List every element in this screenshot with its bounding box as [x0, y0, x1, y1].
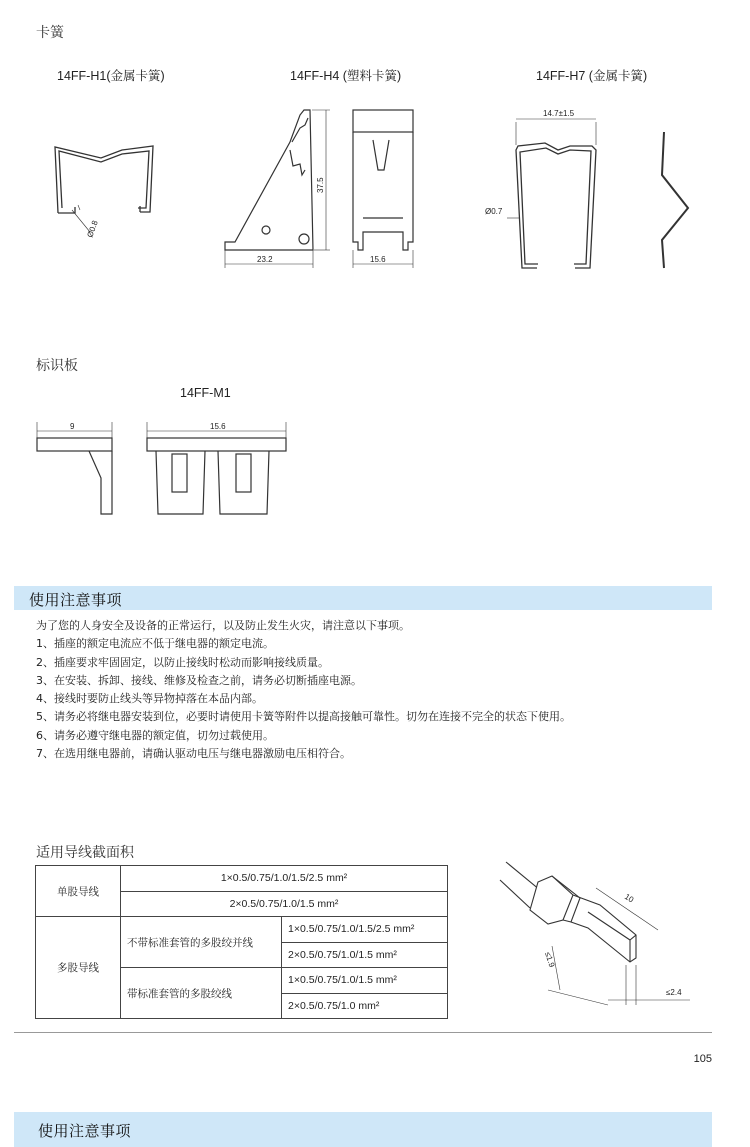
h4-height-dim: 37.5 [316, 177, 325, 193]
h7-label: 14FF-H7 (金属卡簧) [536, 69, 648, 83]
no-sleeve-value: 1×0.5/0.75/1.0/1.5/2.5 mm² [282, 917, 448, 943]
notice-line: 4、接线时要防止线头等异物掉落在本品内部。 [36, 692, 263, 706]
no-sleeve-value: 2×0.5/0.75/1.0/1.5 mm² [282, 942, 448, 968]
notice-line: 3、在安装、拆卸、接线、维修及检查之前，请务必切断插座电源。 [36, 673, 362, 687]
h4-width-dim: 23.2 [257, 255, 273, 264]
sleeve-value: 1×0.5/0.75/1.0/1.5 mm² [282, 968, 448, 994]
sleeve-label: 带标准套管的多股绞线 [121, 968, 282, 1019]
h4-label: 14FF-H4 (塑料卡簧) [290, 69, 402, 83]
page-number: 105 [693, 1053, 712, 1065]
h1-label: 14FF-H1(金属卡簧) [57, 69, 165, 83]
m1-width-small-dim: 9 [70, 422, 75, 431]
notice-line: 7、在选用继电器前，请确认驱动电压与继电器激励电压相符合。 [36, 747, 351, 761]
notice-line: 为了您的人身安全及设备的正常运行，以及防止发生火灾，请注意以下事项。 [36, 619, 410, 632]
single-wire-value: 1×0.5/0.75/1.0/1.5/2.5 mm² [121, 866, 448, 892]
ferrule-dia-dim: ≤1.9 [543, 950, 557, 969]
h7-dia-dim: Ø0.7 [485, 207, 503, 216]
markers-section-title: 标识板 [36, 358, 78, 374]
m1-width-large-dim: 15.6 [210, 422, 226, 431]
ferrule-length-dim: 10 [622, 892, 636, 905]
notice-line: 6、请务必遵守继电器的额定值，切勿过载使用。 [36, 728, 274, 742]
h1-dia-dim: Ø0.8 [85, 219, 100, 239]
notice-line: 5、请务必将继电器安装到位，必要时请使用卡簧等附件以提高接触可靠性。切勿在连接不完全的状态下使用。 [36, 710, 571, 724]
clips-section-title: 卡簧 [36, 25, 64, 41]
h4-width2-dim: 15.6 [370, 255, 386, 264]
page-divider [14, 1032, 712, 1033]
footer-header-bar [14, 1112, 712, 1147]
h7-width-dim: 14.7±1.5 [543, 109, 575, 118]
single-wire-value: 2×0.5/0.75/1.0/1.5 mm² [121, 891, 448, 917]
sleeve-value: 2×0.5/0.75/1.0 mm² [282, 993, 448, 1019]
footer-title: 使用注意事项 [38, 1122, 132, 1140]
single-wire-label: 单股导线 [36, 866, 121, 917]
m1-label: 14FF-M1 [180, 386, 231, 400]
multi-wire-label: 多股导线 [36, 917, 121, 1019]
notice-title: 使用注意事项 [29, 591, 123, 609]
notice-line: 2、插座要求牢固固定，以防止接线时松动而影响接线质量。 [36, 655, 329, 669]
wire-section-title: 适用导线截面积 [36, 845, 134, 861]
no-sleeve-label: 不带标准套管的多股绞并线 [121, 917, 282, 968]
notice-line: 1、插座的额定电流应不低于继电器的额定电流。 [36, 637, 274, 651]
ferrule-width-dim: ≤2.4 [666, 988, 682, 997]
